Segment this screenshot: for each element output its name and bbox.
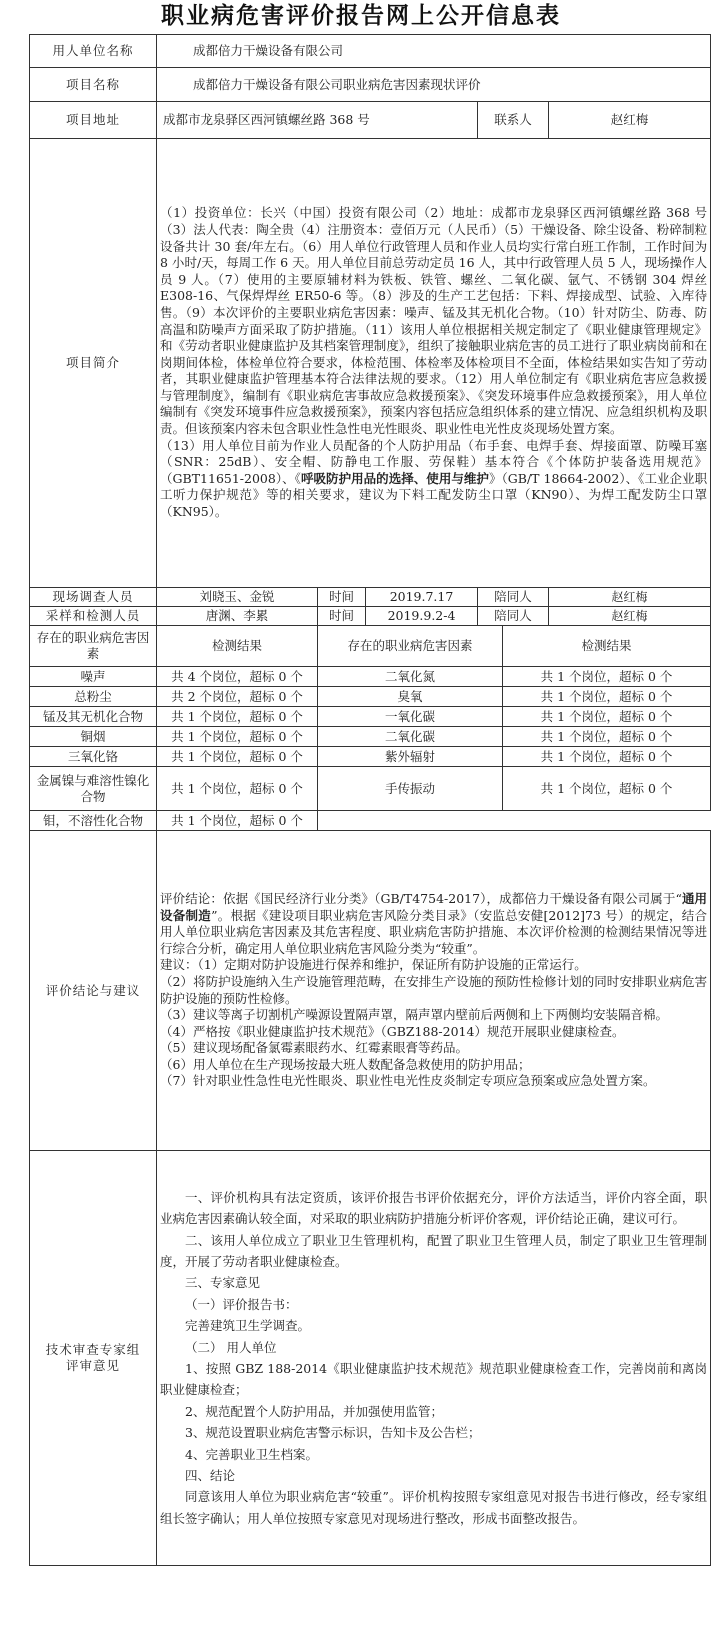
address-row xyxy=(30,102,711,139)
hazard-result: 共 1 个岗位，超标 0 个 xyxy=(157,707,318,727)
survey-row xyxy=(30,588,711,607)
hazard-result: 共 1 个岗位，超标 0 个 xyxy=(503,687,711,707)
hazard-result: 共 1 个岗位，超标 0 个 xyxy=(157,727,318,747)
expert-paragraph: 一、评价机构具有法定资质，该评价报告书评价依据充分，评价方法适当，评价内容全面，职业病危害因素确认较全面，对采取的职业病防护措施分析评价客观，评价结论正确，建议可行。 xyxy=(160,1189,708,1227)
sampling-row xyxy=(30,607,711,626)
project-label: 项目名称 xyxy=(30,68,157,102)
project-value: 成都倍力干燥设备有限公司职业病危害因素现状评价 xyxy=(157,68,711,102)
conclusion-label: 评价结论与建议 xyxy=(30,831,157,1151)
hazard-result: 共 1 个岗位，超标 0 个 xyxy=(503,767,711,811)
survey-companion-label: 陪同人 xyxy=(478,588,549,607)
hazard-row xyxy=(30,747,711,767)
hazard-factor: 三氧化铬 xyxy=(30,747,157,767)
hazard-factor: 手传振动 xyxy=(318,767,503,811)
conclusion-paragraph: 评价结论：依据《国民经济行业分类》（GB/T4754-2017），成都倍力干燥设备有限公司属于“通用设备制造”。根据《建设项目职业病危害风险分类目录》（安监总安健[2012]73 号）的规定，结合用人单位职业病危害因素及其危害程度、职业病危害防护措施、本次评价检测的检测结果情况等进行综合分析，确定用人单位职业病危害风险分类为“较重”。 xyxy=(160,890,708,956)
hazards-col2-header: 检测结果 xyxy=(157,626,318,667)
hazard-factor: 金属镍与难溶性镍化合物 xyxy=(30,767,157,811)
hazard-result: 共 1 个岗位，超标 0 个 xyxy=(503,707,711,727)
page-title: 职业病危害评价报告网上公开信息表 xyxy=(161,2,561,29)
suggestion-item: （2）将防护设施纳入生产设施管理范畴，在安排生产设施的预防性检修计划的同时安排职业病危害防护设施的预防性检修。 xyxy=(160,973,708,1006)
expert-paragraph: 2、规范配置个人防护用品，并加强使用监管； xyxy=(185,1403,443,1419)
suggestion-item: 建议：（1）定期对防护设施进行保养和维护，保证所有防护设施的正常运行。 xyxy=(160,957,587,973)
disclosure-table xyxy=(29,34,711,1566)
sampling-time-label: 时间 xyxy=(318,607,366,626)
sampling-companion: 赵红梅 xyxy=(549,607,711,626)
hazard-factor: 钼，不溶性化合物 xyxy=(30,811,157,831)
hazards-col1-header: 存在的职业病危害因素 xyxy=(30,626,157,667)
hazard-factor: 二氧化碳 xyxy=(318,727,503,747)
intro-row xyxy=(30,139,711,588)
hazard-factor: 铜烟 xyxy=(30,727,157,747)
sampling-time: 2019.9.2-4 xyxy=(366,607,478,626)
suggestion-item: （7）针对职业性急性电光性眼炎、职业性电光性皮炎制定专项应急预案或应急处置方案。 xyxy=(160,1073,656,1089)
intro-content xyxy=(157,139,711,588)
expert-paragraph: 三、专家意见 xyxy=(185,1275,261,1291)
hazard-row xyxy=(30,811,711,831)
project-row xyxy=(30,68,711,102)
contact-value: 赵红梅 xyxy=(549,102,711,139)
conclusion-row xyxy=(30,831,711,1151)
suggestion-item: （6）用人单位在生产现场按最大班人数配备急救使用的防护用品； xyxy=(160,1056,531,1072)
hazard-row xyxy=(30,687,711,707)
hazard-row xyxy=(30,727,711,747)
expert-paragraph: 完善建筑卫生学调查。 xyxy=(185,1318,311,1334)
expert-paragraph: 二、该用人单位成立了职业卫生管理机构，配置了职业卫生管理人员，制定了职业卫生管理制度，开展了劳动者职业健康检查。 xyxy=(160,1232,708,1269)
expert-paragraph: 同意该用人单位为职业病危害“较重”。评价机构按照专家组意见对报告书进行修改，经专家组组长签字确认；用人单位按照专家意见对现场进行整改，形成书面整改报告。 xyxy=(160,1489,708,1526)
hazard-result: 共 1 个岗位，超标 0 个 xyxy=(503,727,711,747)
hazard-row xyxy=(30,767,711,811)
intro-label: 项目简介 xyxy=(30,139,157,588)
survey-time-label: 时间 xyxy=(318,588,366,607)
hazard-empty-cell xyxy=(318,811,711,831)
sampling-companion-label: 陪同人 xyxy=(478,607,549,626)
hazard-row xyxy=(30,667,711,687)
expert-content xyxy=(157,1151,711,1566)
sampling-people: 唐渊、李累 xyxy=(157,607,318,626)
survey-companion: 赵红梅 xyxy=(549,588,711,607)
hazard-factor: 臭氧 xyxy=(318,687,503,707)
suggestion-item: （4）严格按《职业健康监护技术规范》（GBZ188-2014）规范开展职业健康检查。 xyxy=(160,1023,625,1039)
expert-paragraph: 四、结论 xyxy=(185,1468,236,1484)
unit-value: 成都倍力干燥设备有限公司 xyxy=(157,35,711,68)
hazard-factor: 紫外辐射 xyxy=(318,747,503,767)
address-value: 成都市龙泉驿区西河镇螺丝路 368 号 xyxy=(157,102,478,139)
hazard-row xyxy=(30,707,711,727)
hazard-result: 共 1 个岗位，超标 0 个 xyxy=(157,811,318,831)
expert-paragraph: （一）评价报告书： xyxy=(185,1296,298,1312)
expert-label: 技术审查专家组评审意见 xyxy=(30,1151,157,1566)
address-label: 项目地址 xyxy=(30,102,157,139)
suggestion-item: （5）建议现场配备氯霉素眼药水、红霉素眼膏等药品。 xyxy=(160,1040,468,1056)
hazards-header-row xyxy=(30,626,711,667)
intro-emphasis: 呼吸防护用品的选择、使用与维护 xyxy=(300,470,489,486)
expert-paragraph: （二） 用人单位 xyxy=(185,1339,277,1355)
hazard-result: 共 4 个岗位，超标 0 个 xyxy=(157,667,318,687)
intro-paragraph-2: （13）用人单位目前为作业人员配备的个人防护用品（布手套、电焊手套、焊接面罩、防噪耳塞（SNR：25dB）、安全帽、防静电工作服、劳保鞋）基本符合《个体防护装备选用规范》（GBT11651-2008）、《呼吸防护用品的选择、使用与维护》（GB/T 18664-2002）、《工业企业职工听力保护规范》等的相关要求，建议为下料工配发防尘口罩（KN90）、为焊工配发防尘口罩（KN95）。 xyxy=(160,437,708,520)
hazard-result: 共 2 个岗位，超标 0 个 xyxy=(157,687,318,707)
intro-paragraph-1: （1）投资单位：长兴（中国）投资有限公司（2）地址：成都市龙泉驿区西河镇螺丝路 368 号（3）法人代表：陶全贵（4）注册资本：壹佰万元（人民币）（5）干燥设备、除尘设备、粉碎制粒设备共计 30 套/年左右。（6）用人单位行政管理人员和作业人员均实行常白班工作制，工作时间为 8 小时/天，每周工作 6 天。用人单位目前总劳动定员 16 人，其中行政管理人员 5 人，现场操作人员 9 人。（7）使用的主要原辅材料为铁板、铁管、螺丝、二氧化碳、氩气、不锈钢 304 焊丝 E308-16、气保焊焊丝 ER50-6 等。（8）涉及的生产工艺包括：下料、焊接成型、试验、入库待售。（9）本次评价的主要职业病危害因素：噪声、锰及其无机化合物。（10）针对防尘、防毒、防高温和防噪声方面采取了防护措施。（11）该用人单位根据相关规定制定了《职业健康管理规定》和《劳动者职业健康监护及其档案管理制度》，组织了接触职业病危害的员工进行了职业病岗前和在岗期间体检，体检单位符合要求，体检范围、体检率及体检项目不全面，体检结果如实告知了劳动者，其职业健康监护管理基本符合法律法规的要求。（12）用人单位制定有《职业病危害应急救援与管理制度》，编制有《职业病危害事故应急救援预案》、《突发环境事件应急救援预案》，用人单位编制有《突发环境事件应急救援预案》，预案内容包括应急组织体系的建立情况、应急组织机构及职责。但该预案内容未包含职业性急性电光性眼炎、职业性电光性皮炎现场处置方案。 xyxy=(160,205,708,437)
expert-paragraph: 4、完善职业卫生档案。 xyxy=(185,1446,318,1462)
hazard-factor: 锰及其无机化合物 xyxy=(30,707,157,727)
expert-paragraph: 3、规范设置职业病危害警示标识，告知卡及公告栏； xyxy=(185,1425,481,1441)
hazards-col4-header: 检测结果 xyxy=(503,626,711,667)
hazard-result: 共 1 个岗位，超标 0 个 xyxy=(503,667,711,687)
sampling-label: 采样和检测人员 xyxy=(30,607,157,626)
expert-paragraph: 1、按照 GBZ 188-2014《职业健康监护技术规范》规范职业健康检查工作，完善岗前和离岗职业健康检查； xyxy=(160,1361,708,1398)
unit-row xyxy=(30,35,711,68)
survey-people: 刘晓玉、金锐 xyxy=(157,588,318,607)
contact-label: 联系人 xyxy=(478,102,549,139)
suggestion-item: （3）建议等离子切割机产噪源设置隔声罩，隔声罩内壁前后两侧和上下两侧均安装隔音棉。 xyxy=(160,1007,668,1023)
conclusion-content xyxy=(157,831,711,1151)
hazard-factor: 噪声 xyxy=(30,667,157,687)
hazard-result: 共 1 个岗位，超标 0 个 xyxy=(503,747,711,767)
unit-label: 用人单位名称 xyxy=(30,35,157,68)
hazard-result: 共 1 个岗位，超标 0 个 xyxy=(157,767,318,811)
survey-time: 2019.7.17 xyxy=(366,588,478,607)
expert-row xyxy=(30,1151,711,1566)
conclusion-emphasis: 通用设备制造 xyxy=(160,890,708,923)
hazard-factor: 总粉尘 xyxy=(30,687,157,707)
survey-label: 现场调查人员 xyxy=(30,588,157,607)
hazards-col3-header: 存在的职业病危害因素 xyxy=(318,626,503,667)
hazard-result: 共 1 个岗位，超标 0 个 xyxy=(157,747,318,767)
hazard-factor: 一氧化碳 xyxy=(318,707,503,727)
hazard-factor: 二氧化氮 xyxy=(318,667,503,687)
